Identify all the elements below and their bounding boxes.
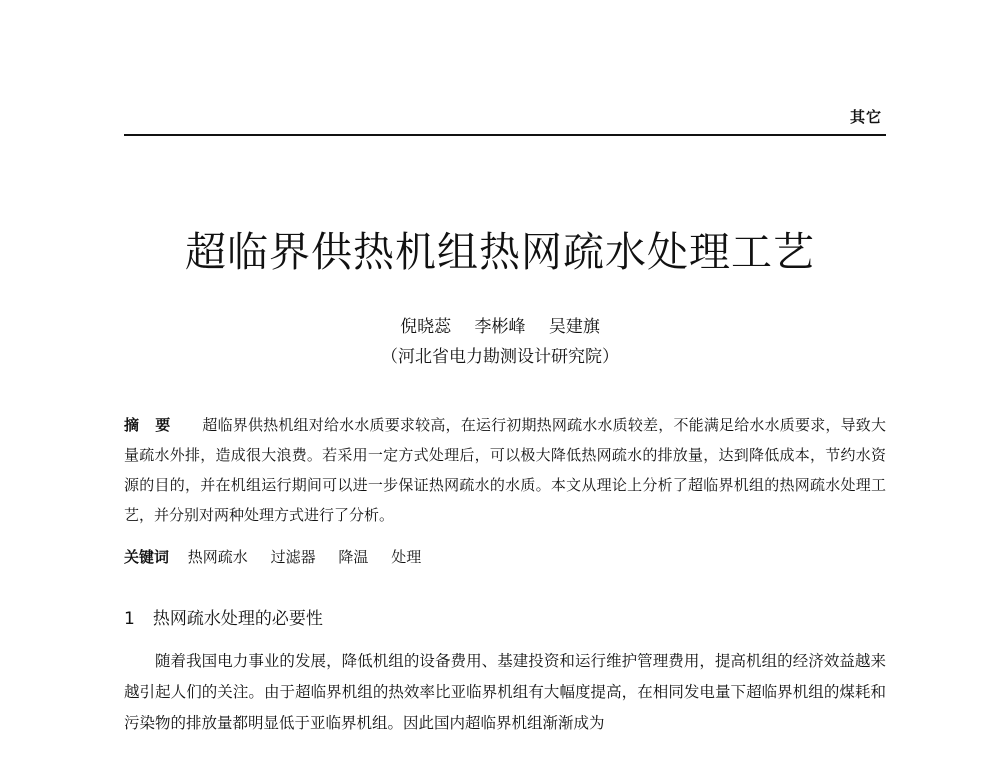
keyword: 热网疏水 bbox=[187, 548, 248, 566]
author-name: 吴建旗 bbox=[548, 317, 600, 337]
keyword: 过滤器 bbox=[270, 548, 316, 566]
section-tag: 其它 bbox=[849, 108, 882, 126]
abstract-text: 超临界供热机组对给水水质要求较高，在运行初期热网疏水水质较差，不能满足给水水质要求，导致大量疏水外排，造成很大浪费。若采用一定方式处理后，可以极大降低热网疏水的排放量，达到降低成本，节约水资源的目的，并在机组运行期间可以进一步保证热网疏水的水质。本文从理论上分析了超临界机组的热网疏水处理工艺，并分别对两种处理方式进行了分析。 bbox=[124, 416, 886, 524]
paper-title: 超临界供热机组热网疏水处理工艺 bbox=[185, 228, 815, 276]
author-name: 李彬峰 bbox=[474, 317, 526, 337]
header-rule bbox=[124, 134, 886, 136]
abstract-label: 摘要 bbox=[124, 416, 187, 434]
keywords bbox=[124, 542, 886, 572]
body-paragraph: 随着我国电力事业的发展，降低机组的设备费用、基建投资和运行维护管理费用，提高机组的经济效益越来越引起人们的关注。由于超临界机组的热效率比亚临界机组有大幅度提高，在相同发电量下超临界机组的煤耗和污染物的排放量都明显低于亚临界机组。因此国内超临界机组渐渐成为 bbox=[124, 652, 886, 732]
keywords-label: 关键词 bbox=[124, 548, 170, 566]
section-title: 热网疏水处理的必要性 bbox=[152, 609, 323, 629]
section-number: 1 bbox=[124, 609, 135, 629]
author-list bbox=[0, 314, 1000, 340]
affiliation: （河北省电力勘测设计研究院） bbox=[381, 347, 619, 367]
keyword: 降温 bbox=[338, 548, 369, 566]
keyword: 处理 bbox=[391, 548, 422, 566]
abstract bbox=[124, 410, 886, 530]
section-heading bbox=[124, 604, 886, 634]
author-name: 倪晓蕊 bbox=[400, 317, 452, 337]
